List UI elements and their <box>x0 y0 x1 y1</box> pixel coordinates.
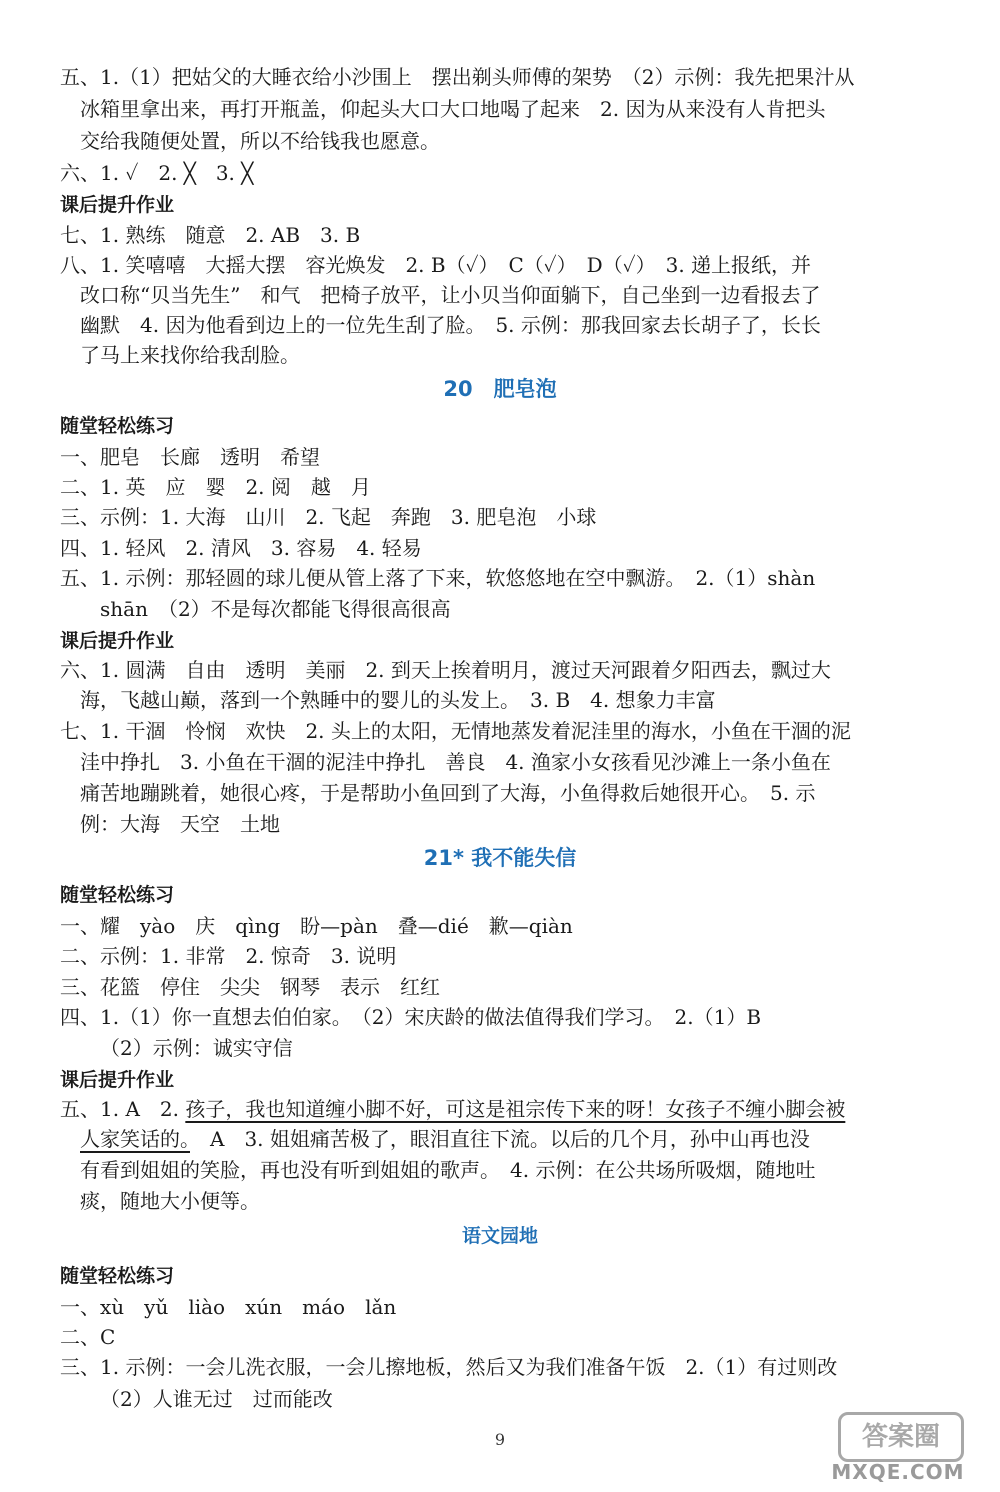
text-line: 一、耀 yào 庆 qìng 盼—pàn 叠—dié 歉—qiàn <box>60 914 573 938</box>
section-heading: 课后提升作业 <box>60 630 175 652</box>
watermark <box>818 1412 978 1484</box>
text-line: 例：大海 天空 土地 <box>80 812 280 836</box>
text-line: 二、示例：1. 非常 2. 惊奇 3. 说明 <box>60 944 397 968</box>
section-heading: 随堂轻松练习 <box>60 415 175 437</box>
section-heading: 课后提升作业 <box>60 1069 175 1091</box>
text-line: 改口称“贝当先生” 和气 把椅子放平，让小贝当仰面躺下，自己坐到一边看报去了 <box>80 283 821 307</box>
watermark-site: MXQE.COM <box>831 1460 965 1484</box>
text-line: shān （2）不是每次都能飞得很高很高 <box>100 597 451 621</box>
text-line: 痛苦地蹦跳着，她很心疼，于是帮助小鱼回到了大海，小鱼得救后她很开心。 5. 示 <box>80 781 816 805</box>
text-line <box>80 1124 810 1154</box>
underlined-answer: 人家笑话的。 <box>80 1127 190 1151</box>
text-line: 洼中挣扎 3. 小鱼在干涸的泥洼中挣扎 善良 4. 渔家小女孩看见沙滩上一条小鱼在 <box>80 750 831 774</box>
text-segment: A 3. 姐姐痛苦极了，眼泪直往下流。以后的几个月，孙中山再也没 <box>190 1127 810 1151</box>
text-segment: 五、1. A 2. <box>60 1097 186 1121</box>
section-heading: 课后提升作业 <box>60 194 175 216</box>
lesson-title: 21* 我不能失信 <box>423 846 577 870</box>
text-line: 冰箱里拿出来，再打开瓶盖，仰起头大口大口地喝了起来 2. 因为从来没有人肯把头 <box>80 97 826 121</box>
section-heading: 随堂轻松练习 <box>60 884 175 906</box>
text-line <box>60 1094 845 1124</box>
text-line: 四、1. 轻风 2. 清风 3. 容易 4. 轻易 <box>60 536 422 560</box>
text-line: （2）人谁无过 过而能改 <box>100 1387 333 1411</box>
text-line: 交给我随便处置，所以不给钱我也愿意。 <box>80 129 440 153</box>
underlined-answer: 孩子，我也知道缠小脚不好，可这是祖宗传下来的呀！女孩子不缠小脚会被 <box>185 1097 846 1121</box>
text-line: 五、1. 示例：那轻圆的球儿便从管上落了下来，软悠悠地在空中飘游。 2.（1）shàn <box>60 566 816 590</box>
text-line: 三、示例：1. 大海 山川 2. 飞起 奔跑 3. 肥皂泡 小球 <box>60 505 597 529</box>
text-line: 二、1. 英 应 婴 2. 阅 越 月 <box>60 475 371 499</box>
text-line: 三、花篮 停住 尖尖 钢琴 表示 红红 <box>60 975 440 999</box>
lesson-title: 20 肥皂泡 <box>443 377 557 401</box>
text-line: 一、肥皂 长廊 透明 希望 <box>60 445 320 469</box>
text-line: 五、1.（1）把姑父的大睡衣给小沙围上 摆出剃头师傅的架势 （2）示例：我先把果汁从 <box>60 65 855 89</box>
text-line: 四、1.（1）你一直想去伯伯家。 （2）宋庆龄的做法值得我们学习。 2.（1）B <box>60 1005 762 1029</box>
text-line: 七、1. 熟练 随意 2. AB 3. B <box>60 223 361 247</box>
page-number: 9 <box>494 1430 506 1449</box>
text-line: （2）示例：诚实守信 <box>100 1036 293 1060</box>
section-heading: 随堂轻松练习 <box>60 1265 175 1287</box>
text-line: 七、1. 干涸 怜悯 欢快 2. 头上的太阳，无情地蒸发着泥洼里的海水，小鱼在干涸的泥 <box>60 719 851 743</box>
text-line: 六、1. 圆满 自由 透明 美丽 2. 到天上挨着明月，渡过天河跟着夕阳西去，飘过大 <box>60 658 831 682</box>
text-line: 有看到姐姐的笑脸，再也没有听到姐姐的歌声。 4. 示例：在公共场所吸烟，随地吐 <box>80 1158 816 1182</box>
lesson-title: 语文园地 <box>461 1225 538 1247</box>
text-line: 八、1. 笑嘻嘻 大摇大摆 容光焕发 2. B（✓） C（✓） D（✓） 3. 递上报纸，并 <box>60 253 812 277</box>
text-line: 一、xù yǔ liào xún máo lǎn <box>60 1295 397 1319</box>
text-line: 二、C <box>60 1325 116 1349</box>
watermark-logo: 答案圈 <box>838 1412 964 1462</box>
text-line: 了马上来找你给我刮脸。 <box>80 343 300 367</box>
text-line: 海，飞越山巅，落到一个熟睡中的婴儿的头发上。 3. B 4. 想象力丰富 <box>80 688 716 712</box>
text-line: 幽默 4. 因为他看到边上的一位先生刮了脸。 5. 示例：那我回家去长胡子了，长长 <box>80 313 821 337</box>
text-line: 六、1. ✓ 2. ╳ 3. ╳ <box>60 161 254 185</box>
text-line: 痰，随地大小便等。 <box>80 1189 260 1213</box>
text-line: 三、1. 示例：一会儿洗衣服，一会儿擦地板，然后又为我们准备午饭 2.（1）有过则改 <box>60 1355 838 1379</box>
